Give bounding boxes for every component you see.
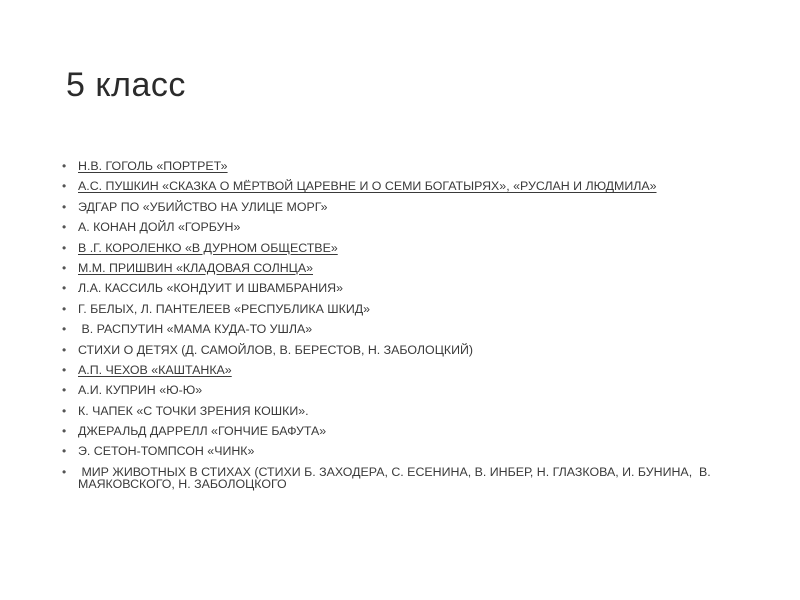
list-item[interactable] xyxy=(60,262,750,274)
bullet-icon: • xyxy=(62,444,67,459)
bullet-icon: • xyxy=(62,281,67,296)
list-item-link[interactable]: А.П. ЧЕХОВ «КАШТАНКА» xyxy=(78,362,232,377)
bullet-icon: • xyxy=(62,199,67,214)
bullet-icon: • xyxy=(62,159,67,173)
list-item[interactable] xyxy=(60,180,750,192)
bullet-icon: • xyxy=(62,260,67,275)
bullet-icon: • xyxy=(62,240,67,255)
list-item[interactable] xyxy=(60,364,750,376)
list-item-text: ЭДГАР ПО «УБИЙСТВО НА УЛИЦЕ МОРГ» xyxy=(78,199,328,214)
list-item xyxy=(60,425,750,437)
bullet-icon: • xyxy=(62,464,67,479)
list-item[interactable] xyxy=(60,160,750,172)
list-item xyxy=(60,466,750,490)
list-item xyxy=(60,282,750,294)
list-item xyxy=(60,344,750,356)
list-item-text: Л.А. КАССИЛЬ «КОНДУИТ И ШВАМБРАНИЯ» xyxy=(78,281,343,296)
reading-list xyxy=(60,160,750,498)
slide-title: 5 класс xyxy=(66,66,186,104)
list-item-text: Г. БЕЛЫХ, Л. ПАНТЕЛЕЕВ «РЕСПУБЛИКА ШКИД» xyxy=(78,301,371,316)
list-item-link[interactable]: В .Г. КОРОЛЕНКО «В ДУРНОМ ОБЩЕСТВЕ» xyxy=(78,240,338,255)
list-item-link[interactable]: Н.В. ГОГОЛЬ «ПОРТРЕТ» xyxy=(78,159,228,173)
list-item-link[interactable]: А.С. ПУШКИН «СКАЗКА О МЁРТВОЙ ЦАРЕВНЕ И О СЕМИ БОГАТЫРЯХ», «РУСЛАН И ЛЮДМИЛА» xyxy=(78,179,657,194)
bullet-icon: • xyxy=(62,383,67,398)
list-item-text: МИР ЖИВОТНЫХ В СТИХАХ (СТИХИ Б. ЗАХОДЕРА, С. ЕСЕНИНА, В. ИНБЕР, Н. ГЛАЗКОВА, И. БУНИНА, В. МАЯКОВСКОГО, Н. ЗАБОЛОЦКОГО xyxy=(78,464,715,491)
list-item-text: К. ЧАПЕК «С ТОЧКИ ЗРЕНИЯ КОШКИ». xyxy=(78,403,309,418)
bullet-icon: • xyxy=(62,179,67,194)
list-item-text: В. РАСПУТИН «МАМА КУДА-ТО УШЛА» xyxy=(78,322,313,337)
list-item xyxy=(60,384,750,396)
bullet-icon: • xyxy=(62,220,67,235)
list-item-text: А.И. КУПРИН «Ю-Ю» xyxy=(78,383,203,398)
bullet-icon: • xyxy=(62,301,67,316)
list-item[interactable] xyxy=(60,242,750,254)
list-item xyxy=(60,405,750,417)
list-item xyxy=(60,303,750,315)
list-item xyxy=(60,221,750,233)
bullet-icon: • xyxy=(62,322,67,337)
list-item-text: СТИХИ О ДЕТЯХ (Д. САМОЙЛОВ, В. БЕРЕСТОВ, Н. ЗАБОЛОЦКИЙ) xyxy=(78,342,474,357)
list-item-text: А. КОНАН ДОЙЛ «ГОРБУН» xyxy=(78,220,241,235)
bullet-icon: • xyxy=(62,403,67,418)
list-item xyxy=(60,323,750,335)
bullet-icon: • xyxy=(62,424,67,439)
list-item xyxy=(60,201,750,213)
list-item-text: ДЖЕРАЛЬД ДАРРЕЛЛ «ГОНЧИЕ БАФУТА» xyxy=(78,424,327,439)
bullet-icon: • xyxy=(62,342,67,357)
bullet-icon: • xyxy=(62,362,67,377)
list-item-text: Э. СЕТОН-ТОМПСОН «ЧИНК» xyxy=(78,444,255,459)
list-item-link[interactable]: М.М. ПРИШВИН «КЛАДОВАЯ СОЛНЦА» xyxy=(78,260,313,275)
list-item xyxy=(60,445,750,457)
